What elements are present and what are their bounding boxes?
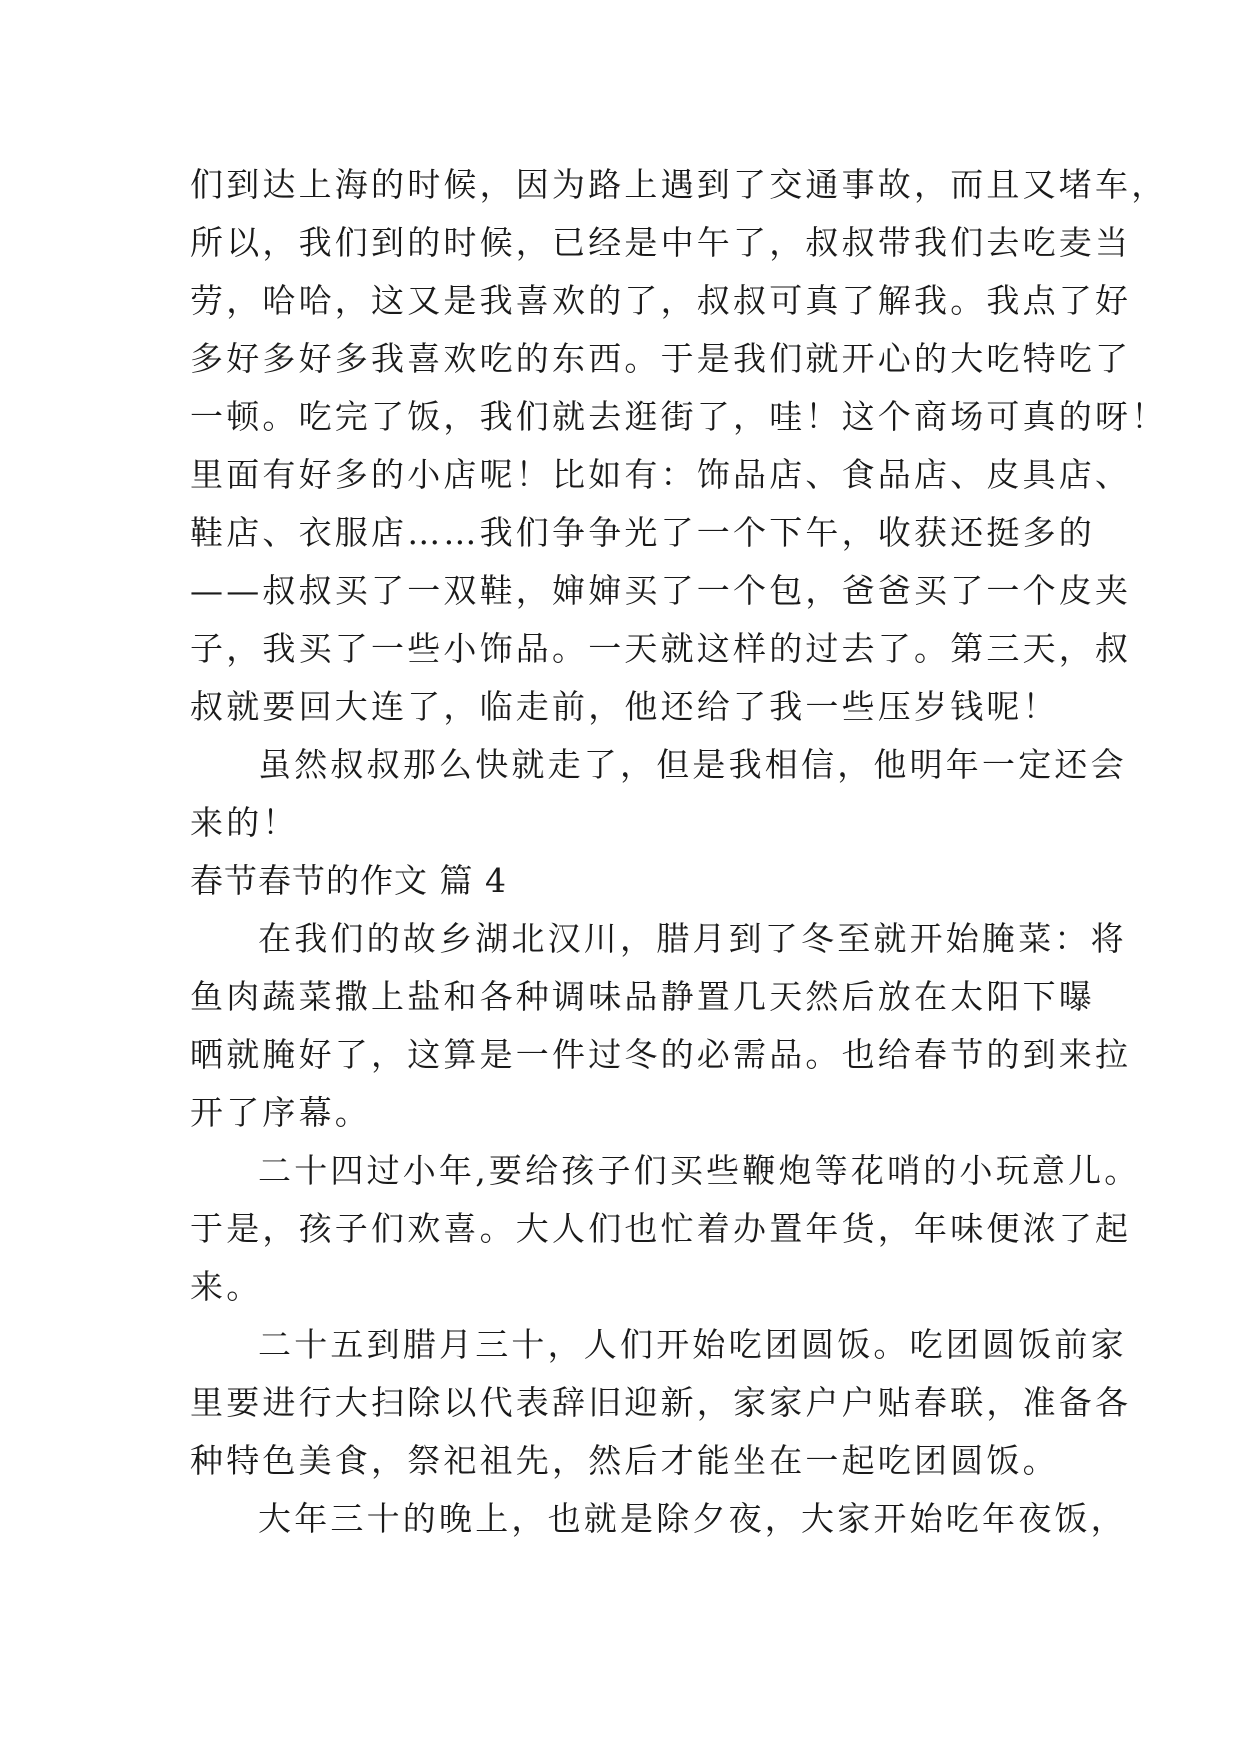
text-line: 里要进行大扫除以代表辞旧迎新，家家户户贴春联，准备各 bbox=[190, 1383, 1132, 1422]
paragraph-first-line: 虽然叔叔那么快就走了，但是我相信，他明年一定还会 bbox=[258, 745, 1127, 784]
text-line: 子，我买了一些小饰品。一天就这样的过去了。第三天，叔 bbox=[190, 629, 1132, 668]
text-line: 多好多好多我喜欢吃的东西。于是我们就开心的大吃特吃了 bbox=[190, 339, 1132, 378]
text-line: 晒就腌好了，这算是一件过冬的必需品。也给春节的到来拉 bbox=[190, 1035, 1132, 1074]
text-line: 叔就要回大连了，临走前，他还给了我一些压岁钱呢！ bbox=[190, 687, 1059, 726]
paragraph-first-line: 大年三十的晚上，也就是除夕夜，大家开始吃年夜饭， bbox=[258, 1499, 1127, 1538]
text-line: 一顿。吃完了饭，我们就去逛街了，哇！这个商场可真的呀！ bbox=[190, 397, 1168, 436]
paragraph-first-line: 在我们的故乡湖北汉川，腊月到了冬至就开始腌菜：将 bbox=[258, 919, 1127, 958]
text-line: 种特色美食，祭祀祖先，然后才能坐在一起吃团圆饭。 bbox=[190, 1441, 1059, 1480]
text-line: 来的！ bbox=[190, 803, 299, 842]
text-line: 鞋店、衣服店……我们争争光了一个下午，收获还挺多的 bbox=[190, 513, 1095, 552]
text-line: 们到达上海的时候，因为路上遇到了交通事故，而且又堵车， bbox=[190, 165, 1168, 204]
text-line: 所以，我们到的时候，已经是中午了，叔叔带我们去吃麦当 bbox=[190, 223, 1132, 262]
text-line: 鱼肉蔬菜撒上盐和各种调味品静置几天然后放在太阳下曝 bbox=[190, 977, 1095, 1016]
text-line: 开了序幕。 bbox=[190, 1093, 371, 1132]
paragraph-first-line: 二十五到腊月三十，人们开始吃团圆饭。吃团圆饭前家 bbox=[258, 1325, 1127, 1364]
text-line: 来。 bbox=[190, 1267, 263, 1306]
text-line: 里面有好多的小店呢！比如有：饰品店、食品店、皮具店、 bbox=[190, 455, 1132, 494]
text-line: 劳，哈哈，这又是我喜欢的了，叔叔可真了解我。我点了好 bbox=[190, 281, 1132, 320]
text-line: 于是，孩子们欢喜。大人们也忙着办置年货，年味便浓了起 bbox=[190, 1209, 1132, 1248]
text-line: ——叔叔买了一双鞋，婶婶买了一个包，爸爸买了一个皮夹 bbox=[190, 571, 1132, 610]
paragraph-first-line: 二十四过小年,要给孩子们买些鞭炮等花哨的小玩意儿。 bbox=[258, 1151, 1141, 1190]
section-heading: 春节春节的作文 篇 4 bbox=[190, 861, 507, 900]
